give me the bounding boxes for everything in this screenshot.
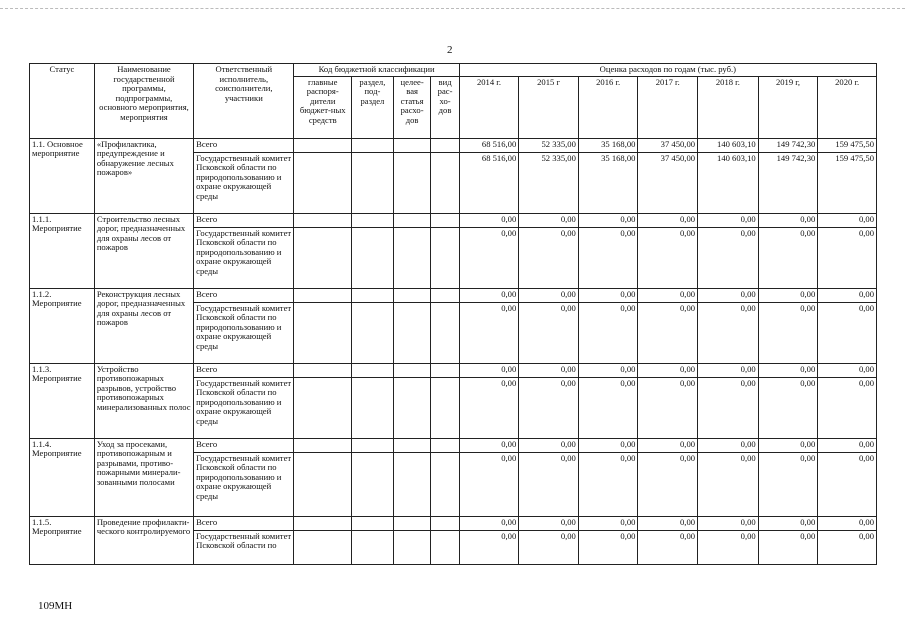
row-sub-value: 37 450,00 — [638, 152, 698, 213]
row-sub-value: 0,00 — [578, 530, 638, 564]
row-total-value: 0,00 — [758, 516, 818, 530]
row-name: Реконструкция лесных дорог, предназначенных для охраны лесов от пожаров — [94, 288, 193, 363]
row-responsible: Государственный комитет Псковской области по природопользованию и охране окружающей среды — [194, 452, 294, 516]
row-name: Уход за просеками, противопожарным и разрывами, противо-пожарными минерали-зованными полосами — [94, 438, 193, 516]
row-status: 1.1.1. Мероприятие — [30, 213, 95, 288]
row-total-value: 0,00 — [578, 213, 638, 227]
row-responsible: Государственный комитет Псковской области по природопользованию и охране окружающей среды — [194, 302, 294, 363]
row-sub-value: 0,00 — [578, 377, 638, 438]
row-sub-value: 0,00 — [638, 452, 698, 516]
row-name: Устройство противопожарных разрывов, устройство противопожарных минерализованных полос — [94, 363, 193, 438]
header-year: 2016 г. — [578, 76, 638, 138]
header-year: 2015 г — [519, 76, 579, 138]
table-row — [30, 138, 877, 152]
row-sub-value: 0,00 — [578, 302, 638, 363]
page-number: 2 — [447, 44, 453, 56]
row-sub-value: 68 516,00 — [459, 152, 519, 213]
row-total-value: 0,00 — [459, 288, 519, 302]
row-total-value: 68 516,00 — [459, 138, 519, 152]
row-sub-value: 0,00 — [698, 377, 759, 438]
row-sub-value: 0,00 — [698, 227, 759, 288]
row-sub-value: 0,00 — [519, 302, 579, 363]
row-status: 1.1.2. Мероприятие — [30, 288, 95, 363]
row-total-value: 0,00 — [638, 438, 698, 452]
row-sub-value: 0,00 — [758, 227, 818, 288]
header-budget-code: Код бюджетной классификации — [294, 64, 459, 77]
row-responsible: Государственный комитет Псковской области по природопользованию и охране окружающей среды — [194, 227, 294, 288]
row-total-value: 0,00 — [818, 438, 877, 452]
header-year: 2019 г, — [758, 76, 818, 138]
row-total-label: Всего — [194, 438, 294, 452]
header-budget-sub: целее-вая статья расхо-дов — [393, 76, 431, 138]
row-total-label: Всего — [194, 213, 294, 227]
header-budget-sub: раздел, под-раздел — [351, 76, 393, 138]
row-sub-value: 0,00 — [638, 377, 698, 438]
row-total-value: 0,00 — [698, 363, 759, 377]
row-total-value: 35 168,00 — [578, 138, 638, 152]
row-total-label: Всего — [194, 288, 294, 302]
header-estimate: Оценка расходов по годам (тыс. руб.) — [459, 64, 876, 77]
row-total-label: Всего — [194, 516, 294, 530]
row-total-label: Всего — [194, 138, 294, 152]
row-total-value: 0,00 — [459, 516, 519, 530]
table-row — [30, 516, 877, 530]
row-total-value: 0,00 — [638, 213, 698, 227]
row-status: 1.1. Основное мероприятие — [30, 138, 95, 213]
row-sub-value: 0,00 — [519, 530, 579, 564]
row-total-value: 0,00 — [698, 213, 759, 227]
row-sub-value: 0,00 — [459, 227, 519, 288]
row-sub-value: 140 603,10 — [698, 152, 759, 213]
row-sub-value: 0,00 — [459, 452, 519, 516]
row-total-value: 0,00 — [519, 288, 579, 302]
row-sub-value: 35 168,00 — [578, 152, 638, 213]
row-total-value: 0,00 — [698, 438, 759, 452]
row-sub-value: 0,00 — [698, 302, 759, 363]
row-sub-value: 0,00 — [578, 227, 638, 288]
header-responsible: Ответственный исполнитель, соисполнители, участники — [194, 64, 294, 139]
row-sub-value: 0,00 — [818, 530, 877, 564]
row-status: 1.1.5. Мероприятие — [30, 516, 95, 564]
row-responsible: Государственный комитет Псковской области по природопользованию и охране окружающей среды — [194, 152, 294, 213]
row-sub-value: 0,00 — [818, 227, 877, 288]
row-total-value: 0,00 — [578, 438, 638, 452]
row-sub-value: 0,00 — [818, 452, 877, 516]
row-total-value: 0,00 — [758, 213, 818, 227]
table-row — [30, 288, 877, 302]
table-row — [30, 363, 877, 377]
row-sub-value: 0,00 — [519, 227, 579, 288]
row-sub-value: 0,00 — [758, 530, 818, 564]
row-total-value: 0,00 — [519, 213, 579, 227]
row-status: 1.1.4. Мероприятие — [30, 438, 95, 516]
footer-code: 109МН — [38, 600, 73, 612]
header-year: 2014 г. — [459, 76, 519, 138]
row-sub-value: 0,00 — [459, 302, 519, 363]
row-sub-value: 0,00 — [638, 227, 698, 288]
table-row — [30, 438, 877, 452]
row-total-value: 0,00 — [818, 516, 877, 530]
row-name: «Профилактика, предупреждение и обнаружение лесных пожаров» — [94, 138, 193, 213]
row-total-value: 0,00 — [698, 516, 759, 530]
row-sub-value: 0,00 — [758, 452, 818, 516]
scan-edge-line — [0, 8, 905, 10]
row-responsible: Государственный комитет Псковской области по — [194, 530, 294, 564]
row-sub-value: 0,00 — [578, 452, 638, 516]
header-budget-sub: вид рас-хо-дов — [431, 76, 459, 138]
row-total-value: 0,00 — [578, 363, 638, 377]
row-total-value: 0,00 — [638, 288, 698, 302]
row-sub-value: 0,00 — [519, 452, 579, 516]
row-sub-value: 149 742,30 — [758, 152, 818, 213]
row-total-value: 0,00 — [818, 288, 877, 302]
row-total-value: 0,00 — [758, 363, 818, 377]
budget-table — [29, 63, 877, 565]
row-total-value: 0,00 — [459, 213, 519, 227]
row-sub-value: 0,00 — [459, 377, 519, 438]
row-total-value: 0,00 — [638, 363, 698, 377]
row-total-value: 0,00 — [698, 288, 759, 302]
row-total-value: 0,00 — [459, 438, 519, 452]
row-total-value: 37 450,00 — [638, 138, 698, 152]
row-total-label: Всего — [194, 363, 294, 377]
row-total-value: 0,00 — [519, 438, 579, 452]
row-sub-value: 0,00 — [818, 302, 877, 363]
row-total-value: 52 335,00 — [519, 138, 579, 152]
row-responsible: Государственный комитет Псковской области по природопользованию и охране окружающей среды — [194, 377, 294, 438]
row-total-value: 0,00 — [818, 363, 877, 377]
row-sub-value: 0,00 — [698, 452, 759, 516]
row-sub-value: 159 475,50 — [818, 152, 877, 213]
row-total-value: 0,00 — [638, 516, 698, 530]
header-name: Наименование государственной программы, подпрограммы, основного мероприятия, мероприятия — [94, 64, 193, 139]
row-total-value: 0,00 — [758, 288, 818, 302]
row-sub-value: 0,00 — [638, 530, 698, 564]
header-year: 2020 г. — [818, 76, 877, 138]
row-sub-value: 0,00 — [698, 530, 759, 564]
header-budget-sub: главные распоря-дители бюджет-ных средств — [294, 76, 352, 138]
row-sub-value: 0,00 — [758, 377, 818, 438]
row-sub-value: 0,00 — [519, 377, 579, 438]
row-name: Проведение профилакти-ческого контролируемого — [94, 516, 193, 564]
header-year: 2018 г. — [698, 76, 759, 138]
row-total-value: 159 475,50 — [818, 138, 877, 152]
row-sub-value: 0,00 — [758, 302, 818, 363]
row-total-value: 0,00 — [758, 438, 818, 452]
row-sub-value: 0,00 — [459, 530, 519, 564]
header-status: Статус — [30, 64, 95, 139]
row-total-value: 0,00 — [519, 516, 579, 530]
row-total-value: 149 742,30 — [758, 138, 818, 152]
row-name: Строительство лесных дорог, предназначенных для охраны лесов от пожаров — [94, 213, 193, 288]
row-total-value: 0,00 — [818, 213, 877, 227]
row-total-value: 0,00 — [578, 516, 638, 530]
row-total-value: 140 603,10 — [698, 138, 759, 152]
row-status: 1.1.3. Мероприятие — [30, 363, 95, 438]
row-sub-value: 52 335,00 — [519, 152, 579, 213]
row-total-value: 0,00 — [519, 363, 579, 377]
row-sub-value: 0,00 — [638, 302, 698, 363]
header-year: 2017 г. — [638, 76, 698, 138]
row-sub-value: 0,00 — [818, 377, 877, 438]
row-total-value: 0,00 — [459, 363, 519, 377]
table-row — [30, 213, 877, 227]
row-total-value: 0,00 — [578, 288, 638, 302]
